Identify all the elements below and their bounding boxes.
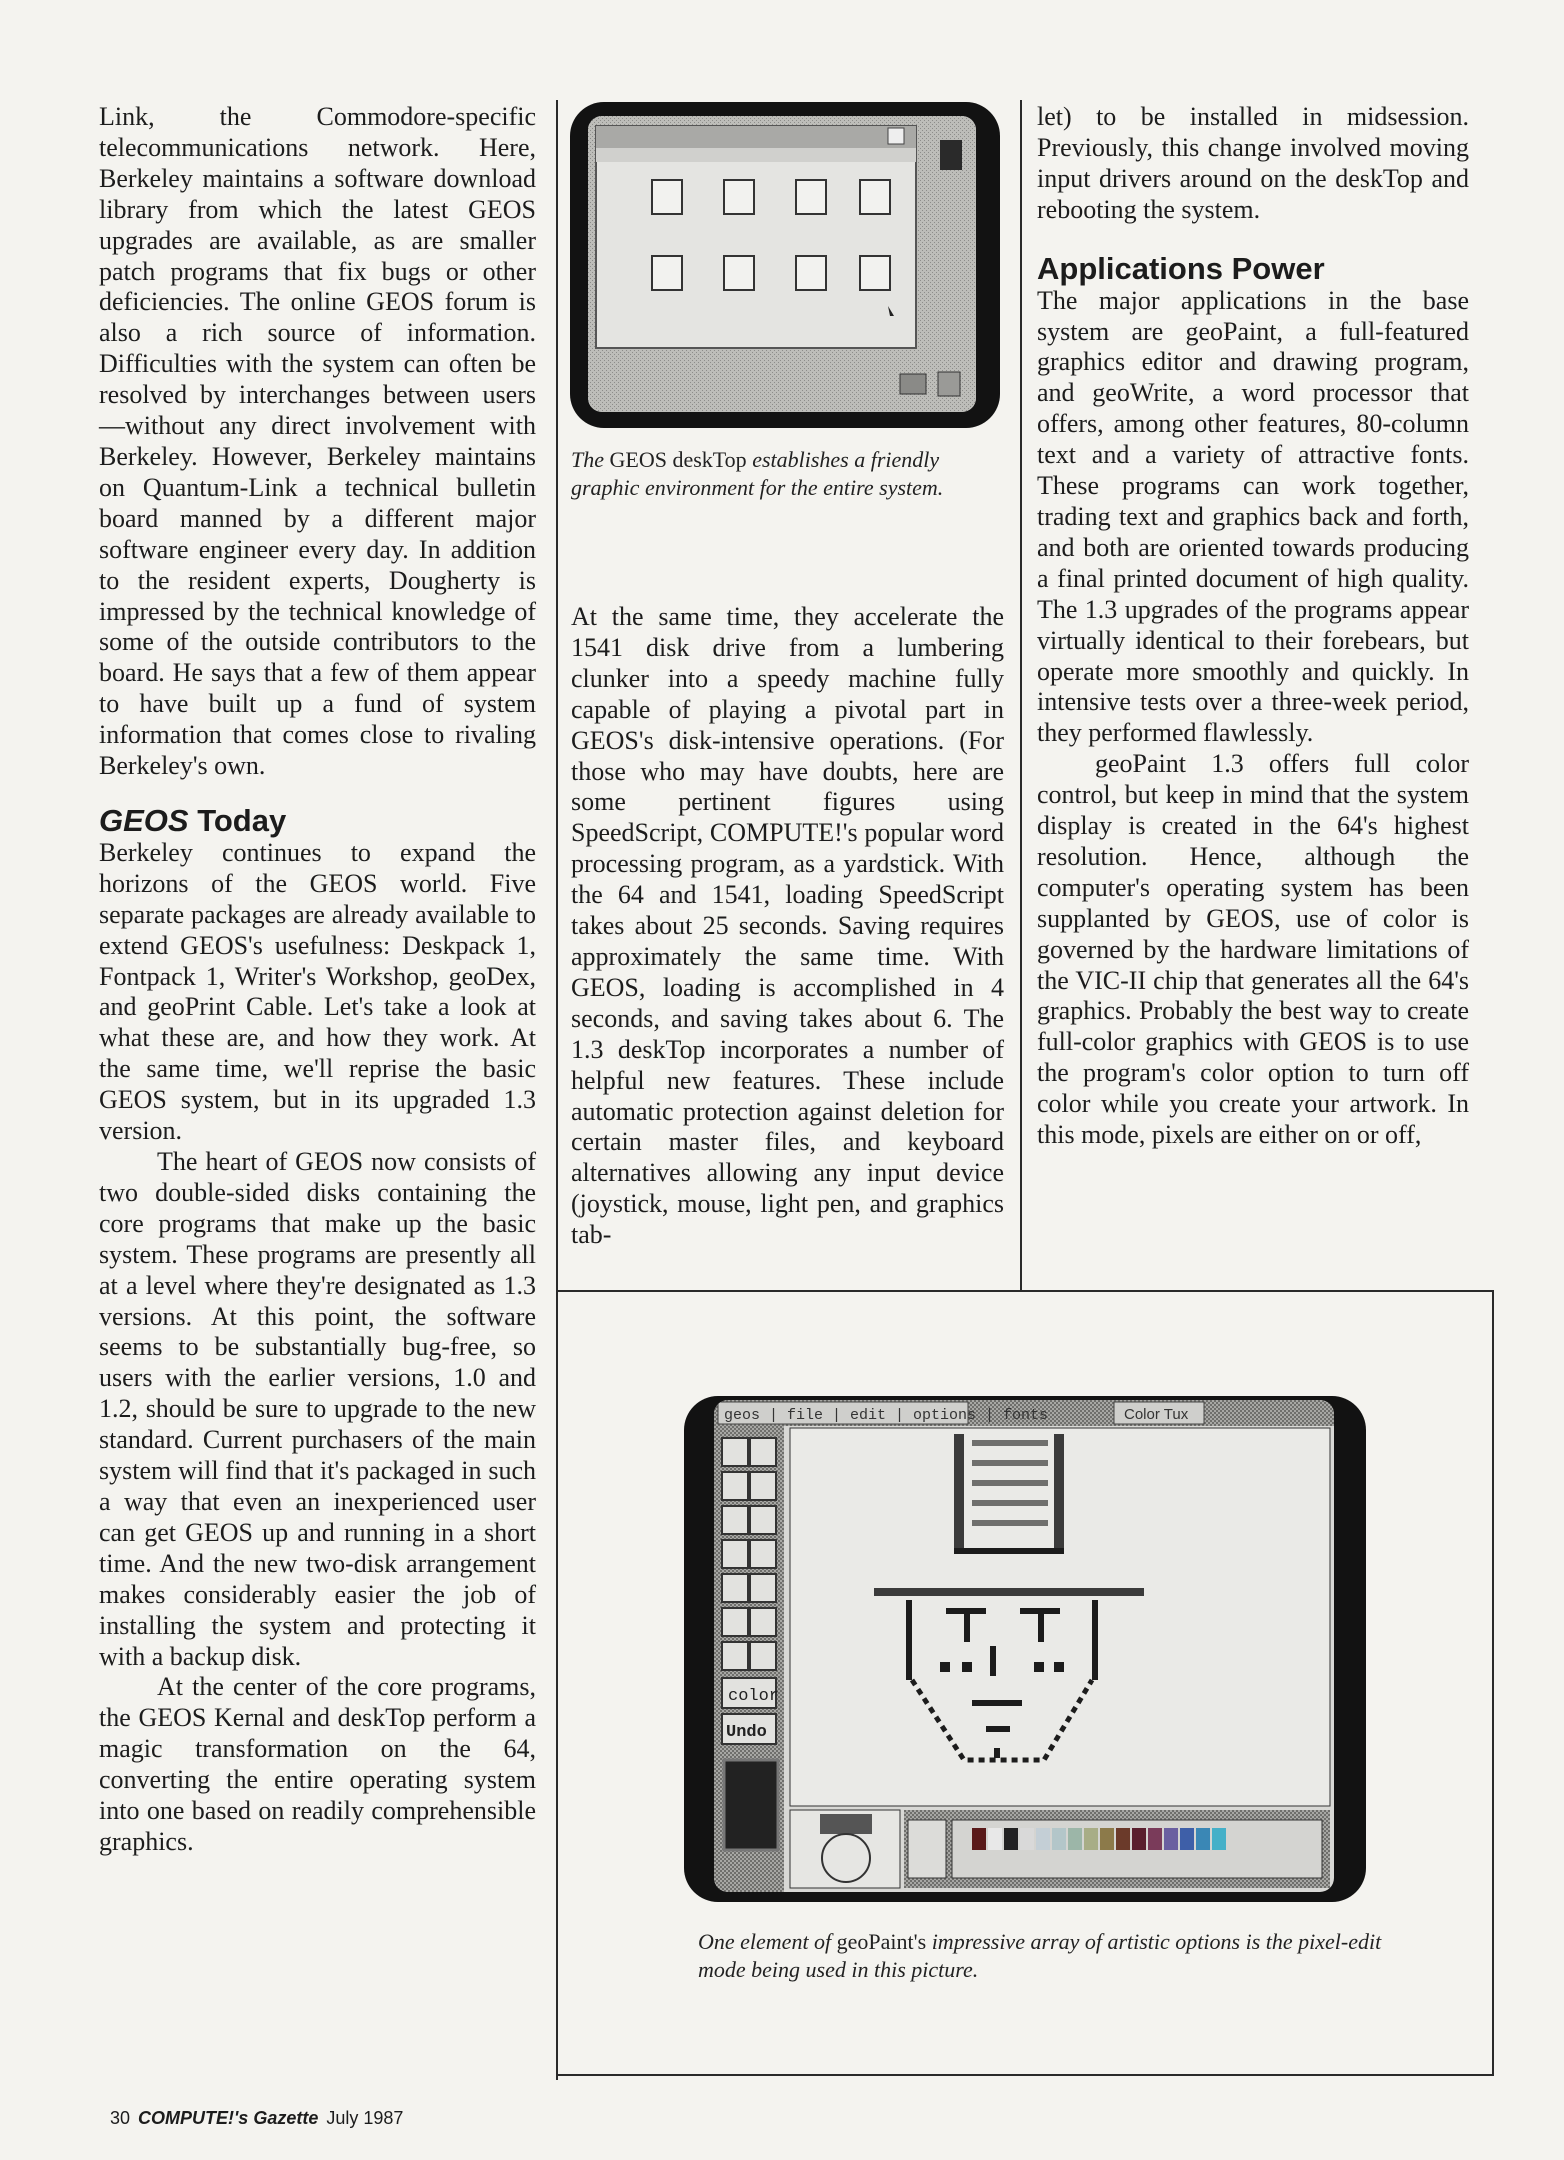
- paragraph: At the same time, they accelerate the 1541 disk drive from a lumbering clunker into a speedy machine fully capable of playing a pivotal part in GEOS's disk-intensive operations. (For those who may have doubts, here are some pertinent figures using SpeedScript, COMPUTE!'s popular word processing program, as a yardstick. With the 64 and 1541, loading SpeedScript takes about 25 seconds. Saving requires approximately the same time. With GEOS, loading is accomplished in 4 seconds, and saving takes about 6. The 1.3 deskTop incorporates a number of helpful new features. These include automatic protection against deletion for certain master files, and keyboard alternatives allowing any input device (joystick, mouse, light pen, and graphics tab-: [571, 602, 1004, 1250]
- column-rule-right: [1020, 100, 1022, 1290]
- section-heading-geos-today: GEOS Today: [99, 802, 287, 838]
- paragraph: geoPaint 1.3 offers full color control, but keep in mind that the system display is created in the 64's highest resolution. Hence, although the computer's operating system has been supplanted by GEOS, use of color is governed by the hardware limitations of the VIC-II chip that generates all the 64's graphics. Probably the best way to create full-color graphics with GEOS is to use the program's color option to turn off color while you create your artwork. In this mode, pixels are either on or off,: [1037, 749, 1469, 1150]
- figure-caption-geopaint: One element of geoPaint's impressive array of artistic options is the pixel-edit mode being used in this picture.: [698, 1929, 1382, 1982]
- geopaint-image: [714, 1400, 1334, 1892]
- issue-date: July 1987: [326, 2108, 404, 2128]
- desktop-screenshot: [570, 102, 1000, 428]
- crt-screen: [714, 1400, 1334, 1892]
- geopaint-menu-bar: geos | file | edit | options | fonts: [724, 1407, 1049, 1424]
- figure-box-bottom: [556, 2074, 1494, 2076]
- article-column-1: [99, 102, 536, 1858]
- geopaint-screenshot: [684, 1396, 1366, 1902]
- paragraph: Link, the Commodore-specific telecommunications network. Here, Berkeley maintains a software download library from which the latest GEOS upgrades are available, as are smaller patch programs that fix bugs or other deficiencies. The online GEOS forum is also a rich source of information. Difficulties with the system can often be resolved by interchanges between users—without any direct involvement with Berkeley. However, Berkeley maintains on Quantum-Link a technical bulletin board manned by a different major software engineer every day. In addition to the resident experts, Dougherty is impressed by the technical knowledge of some of the outside contributors to the board. He says that a few of them appear to have built up a fund of system information that comes close to rivaling Berkeley's own.: [99, 102, 536, 781]
- figure-box-right: [1492, 1290, 1494, 2074]
- crt-screen: [588, 116, 976, 412]
- geopaint-window-title: Color Tux: [1124, 1406, 1189, 1423]
- article-column-2: [571, 602, 1004, 1251]
- page-footer: [110, 2108, 403, 2129]
- column-rule-left: [556, 100, 558, 2080]
- paragraph: The major applications in the base system are geoPaint, a full-featured graphics editor and drawing program, and geoWrite, a word processor that offers, among other features, 80-column text and a variety of attractive fonts. These programs can work together, trading text and graphics back and forth, and both are oriented towards producing a final printed document of high quality. The 1.3 upgrades of the programs appear virtually identical to their forebears, but operate more smoothly and quickly. In intensive tests over a three-week period, they performed flawlessly.: [1037, 285, 1469, 748]
- paragraph: let) to be installed in midsession. Previously, this change involved moving input drivers around on the deskTop and rebooting the system.: [1037, 102, 1469, 224]
- figure-caption-desktop: The GEOS deskTop establishes a friendly graphic environment for the entire system.: [571, 447, 944, 500]
- paragraph: Berkeley continues to expand the horizons of the GEOS world. Five separate packages are already available to extend GEOS's usefulness: Deskpack 1, Fontpack 1, Writer's Workshop, geoDex, and geoPrint Cable. Let's take a look at what these are, and how they work. At the same time, we'll reprise the basic GEOS system, but in its upgraded 1.3 version.: [99, 837, 536, 1146]
- undo-tool-label: Undo: [726, 1723, 767, 1742]
- paragraph: The heart of GEOS now consists of two double-sided disks containing the core programs that make up the basic system. These programs are presently all at a level where they're designated as 1.3 versions. At this point, the software seems to be substantially bug-free, so users with the earlier versions, 1.0 and 1.2, should be sure to upgrade to the new standard. Current purchasers of the main system will find that it's packaged in such a way that even an inexperienced user can get GEOS up and running in a short time. And the new two-disk arrangement makes considerably easier the job of installing the system and protecting it with a backup disk.: [99, 1147, 536, 1671]
- page-number: 30: [110, 2108, 131, 2128]
- color-tool-label: color: [728, 1687, 780, 1706]
- article-column-3: [1037, 102, 1469, 1151]
- section-heading-applications-power: Applications Power: [1037, 250, 1325, 286]
- paragraph: At the center of the core programs, the GEOS Kernal and deskTop perform a magic transformation on the 64, converting the entire operating system into one based on readily comprehensible graphics.: [99, 1672, 536, 1856]
- magazine-name: COMPUTE!'s Gazette: [138, 2108, 319, 2128]
- figure-box-top: [556, 1290, 1494, 1292]
- geos-desktop-image: [588, 116, 976, 412]
